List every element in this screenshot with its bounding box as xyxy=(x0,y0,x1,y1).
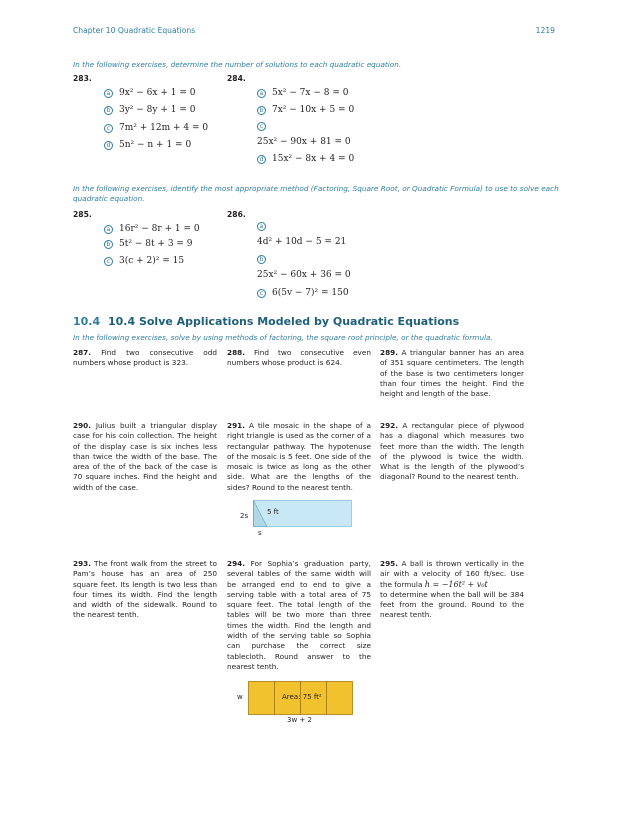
part-b-badge: b xyxy=(104,106,113,115)
equation: 3(c + 2)² = 15 xyxy=(119,256,185,266)
exercise-285-b xyxy=(104,237,193,251)
exercise-286-c xyxy=(257,286,349,300)
exercise-284-b xyxy=(257,103,354,117)
chapter-header: Chapter 10 Quadratic Equations xyxy=(73,26,196,35)
exercise-283-c xyxy=(104,121,208,135)
page-number: 1219 xyxy=(535,26,555,35)
exercise-286-a-equation: 4d² + 10d − 5 = 21 xyxy=(257,237,347,247)
exercise-284-d xyxy=(257,152,354,166)
problem-287 xyxy=(73,348,217,369)
side-s-label: s xyxy=(258,529,262,537)
exercise-284-a xyxy=(257,86,348,100)
exercise-286-b-equation: 25x² − 60x + 36 = 0 xyxy=(257,270,351,280)
problem-text: Julius built a triangular display case for his coin collection. The height of the display case is six inches less than twice the width of the base. The area of the of the back of the case is 70 square inches. Find the height and width of the case. xyxy=(73,421,217,492)
problem-number: 290. xyxy=(73,421,92,430)
part-c-badge: c xyxy=(104,257,113,266)
problem-294 xyxy=(227,559,371,672)
problem-number: 294. xyxy=(227,559,246,568)
table-1 xyxy=(249,682,275,715)
exercise-285-a xyxy=(104,222,200,236)
table-4 xyxy=(327,682,353,715)
problem-text: A tile mosaic in the shape of a right triangle is used as the corner of a rectangular pathway. The hypotenuse of the mosaic is 5 feet. One side of the mosaic is twice as long as the other side. What are the lengths of the sides? Round to the nearest tenth. xyxy=(227,421,371,492)
exercise-284-c xyxy=(257,119,272,133)
exercise-285-number: 285. xyxy=(73,210,92,219)
problem-text: For Sophia’s graduation party, several tables of the same width will be arranged end to end to give a serving table with a total area of 75 square feet. The total length of the tables will be two more than three times the width. Find the length and width of the serving table so Sophia can purchase the correct size tablecloth. Round answer to the nearest tenth. xyxy=(227,559,371,671)
equation: 7m² + 12m + 4 = 0 xyxy=(119,123,209,133)
problem-290 xyxy=(73,421,217,493)
equation: 5n² − n + 1 = 0 xyxy=(119,140,192,150)
equation: 16r² − 8r + 1 = 0 xyxy=(119,224,200,234)
equation: 7x² − 10x + 5 = 0 xyxy=(272,105,355,115)
problem-number: 291. xyxy=(227,421,246,430)
part-a-badge: a xyxy=(257,222,266,231)
part-a-badge: a xyxy=(104,225,113,234)
problem-number: 293. xyxy=(73,559,92,568)
equation: 3y² − 8y + 1 = 0 xyxy=(119,105,196,115)
part-a-badge: a xyxy=(257,89,266,98)
part-a-badge: a xyxy=(104,89,113,98)
problem-293 xyxy=(73,559,217,621)
equation: 9x² − 6x + 1 = 0 xyxy=(119,88,196,98)
section-number: 10.4 xyxy=(73,315,101,328)
width-label: w xyxy=(237,693,243,701)
part-c-badge: c xyxy=(257,122,266,131)
section-title xyxy=(73,315,459,328)
problem-text-continued: to determine when the ball will be 384 feet from the ground. Round to the nearest tenth. xyxy=(380,589,524,620)
side-2s-label: 2s xyxy=(240,512,249,520)
exercise-283-b xyxy=(104,103,195,117)
hypotenuse-label: 5 ft xyxy=(267,508,279,516)
part-d-badge: d xyxy=(257,155,266,164)
length-label: 3w + 2 xyxy=(287,716,312,724)
problem-295 xyxy=(380,559,524,621)
problem-number: 287. xyxy=(73,348,92,357)
exercise-283-a xyxy=(104,86,195,100)
part-b-badge: b xyxy=(257,255,266,264)
problem-text: A rectangular piece of plywood has a diagonal which measures two feet more than the width. The length of the plywood is twice the width. What is the length of the plywood’s diagonal? Round to the nearest tenth. xyxy=(380,421,524,482)
equation: 5x² − 7x − 8 = 0 xyxy=(272,88,349,98)
problem-number: 289. xyxy=(380,348,399,357)
exercise-283-number: 283. xyxy=(73,74,92,83)
exercise-286-b xyxy=(257,252,272,266)
exercise-286-number: 286. xyxy=(227,210,246,219)
exercise-285-c xyxy=(104,254,184,268)
part-c-badge: c xyxy=(104,124,113,133)
exercise-286-a xyxy=(257,219,272,233)
exercise-283-d xyxy=(104,138,191,152)
problem-text: A ball is thrown vertically in the air with a velocity of 160 ft/sec. Use the formula xyxy=(380,559,524,589)
problem-number: 292. xyxy=(380,421,399,430)
problem-text: A triangular banner has an area of 351 square centimeters. The length of the base is two centimeters longer than four times the height. Find the height and length of the base. xyxy=(380,348,524,399)
section-title-text: 10.4 Solve Applications Modeled by Quadratic Equations xyxy=(107,315,460,328)
problem-text: The front walk from the street to Pam’s house has an area of 250 square feet. Its length is two less than four times its width. Find the length and width of the sidewalk. Round to the nearest tenth. xyxy=(73,559,217,620)
instructions-applications: In the following exercises, solve by using methods of factoring, the square root principle, or the quadratic formula. xyxy=(73,333,493,342)
problem-289 xyxy=(380,348,524,399)
instructions-solutions: In the following exercises, determine the number of solutions to each quadratic equation. xyxy=(73,60,402,69)
area-label: Area: 75 ft² xyxy=(282,693,322,701)
problem-number: 288. xyxy=(227,348,246,357)
exercise-284-c-equation: 25x² − 90x + 81 = 0 xyxy=(257,137,351,147)
problem-288 xyxy=(227,348,371,369)
height-formula: h = −16t² + v₀t xyxy=(424,579,488,589)
part-b-badge: b xyxy=(257,106,266,115)
problem-291 xyxy=(227,421,371,493)
exercise-284-number: 284. xyxy=(227,74,246,83)
problem-text: Find two consecutive even numbers whose product is 624. xyxy=(227,348,371,368)
equation: 15x² − 8x + 4 = 0 xyxy=(272,154,355,164)
problem-text: Find two consecutive odd numbers whose product is 323. xyxy=(73,348,217,368)
equation: 5t² − 8t + 3 = 9 xyxy=(119,239,193,249)
equation: 6(5v − 7)² = 150 xyxy=(272,288,349,298)
problem-number: 295. xyxy=(380,559,399,568)
instructions-method: In the following exercises, identify the most appropriate method (Factoring, Square Root, or Quadratic Formula) to use to solve each quadratic equation. xyxy=(73,184,559,203)
part-d-badge: d xyxy=(104,141,113,150)
problem-292 xyxy=(380,421,524,483)
part-b-badge: b xyxy=(104,240,113,249)
part-c-badge: c xyxy=(257,289,266,298)
